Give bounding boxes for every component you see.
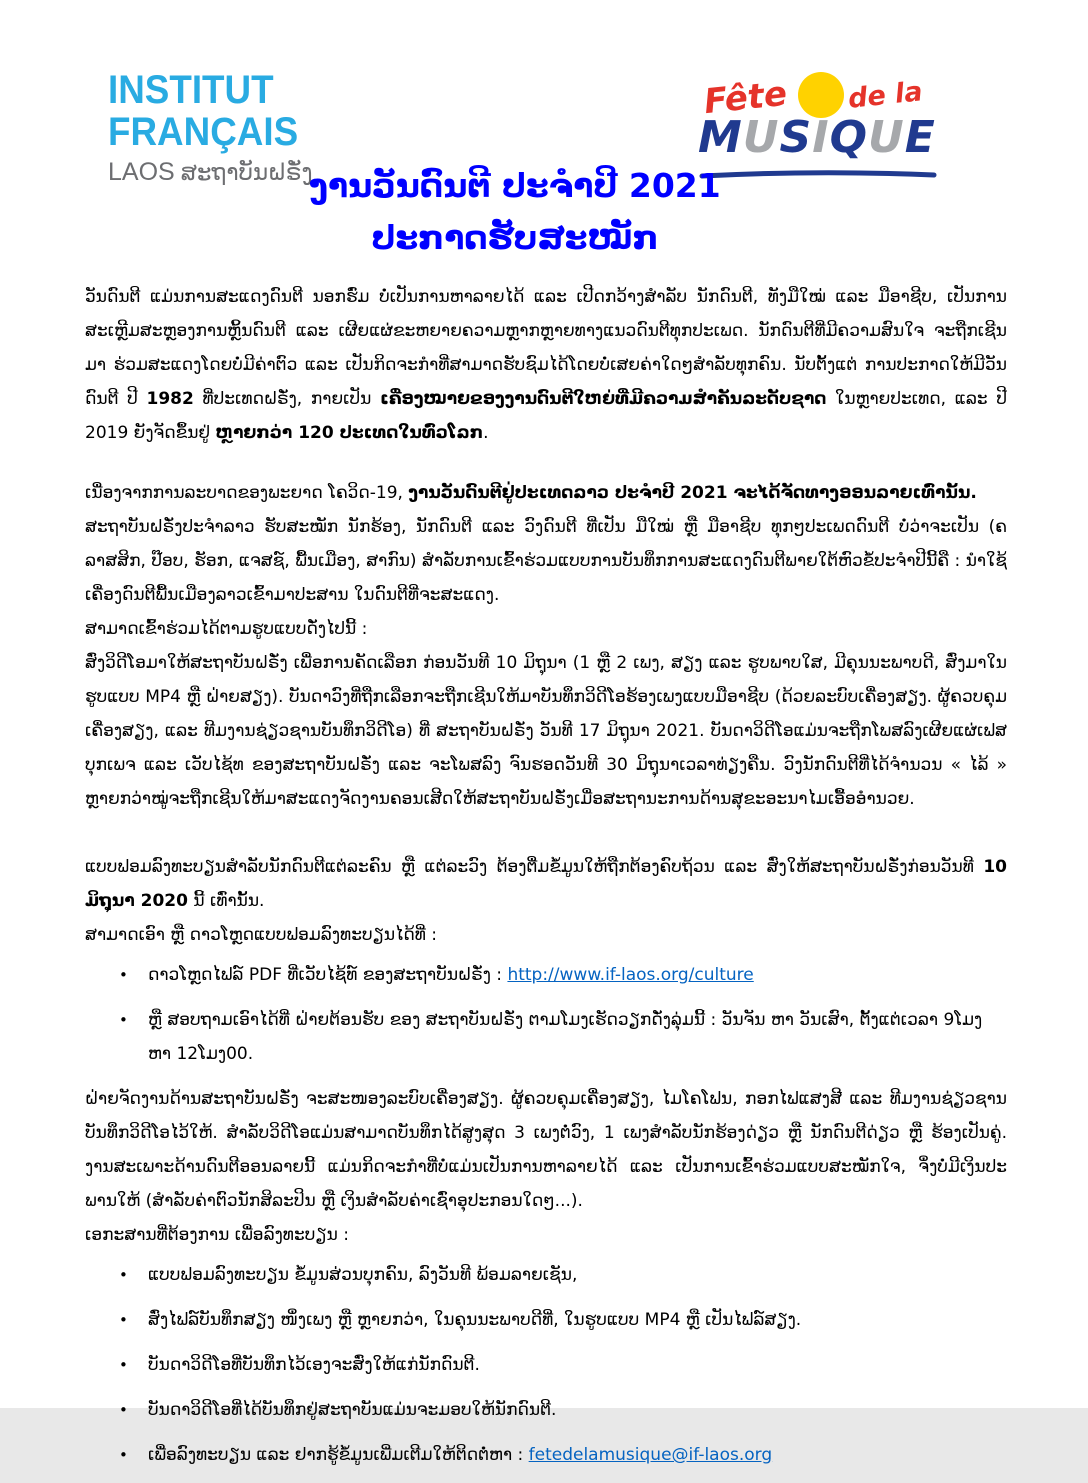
paragraph-text: ແບບຟອມລົງທະບຽນສໍາລັບນັກດົນຕີແຕ່ລະຄົນ ຫຼື ແຕ່ລະວົງ ຕ້ອງຕື່ມຂໍ້ມູນໃຫ້ຖືກຕ້ອງຄົບຖ້ວນ ແລະ ສົ່ງໃຫ້ສະຖາບັນຝຣັ່ງກ່ອນວັນທີ [85,857,984,877]
list-item-text: ເພື່ອລົງທະບຽນ ແລະ ຢາກຮູ້ຂໍ້ມູນເພີ່ມເຕີມໃຫ້ຕິດຕໍ່ຫາ : [148,1445,529,1465]
paragraph-text: . [483,423,489,443]
if-logo-lao-name: ສະຖາບັນຝຣັ່ງ [180,159,313,185]
list-item-text: ບັນດາວິດີໂອທີ່ບັນທຶກໄວ້ເອງຈະສົ່ງໃຫ້ແກ່ນັກດົນຕີ. [148,1355,480,1375]
title-line2: ປະກາດຮັບສະໝັກ [371,218,659,257]
email-link[interactable]: fetedelamusique@if-laos.org [528,1445,773,1465]
list-item-text: ແບບຟອມລົງທະບຽນ ຂໍ້ມູນສ່ວນບຸກຄົນ, ລົງວັນທີ ພ້ອມລາຍເຊັນ, [148,1265,578,1285]
paragraph-registration-deadline [85,850,1007,918]
list-item-download-pdf [85,958,1007,992]
list-item-registration-form [85,1258,1007,1292]
title-line1: ງານວັນດົນຕີ ປະຈໍາປີ 2021 [309,166,721,205]
list-item-contact [85,1438,1007,1472]
bullet-icon: • [119,1266,128,1284]
fdlm-de-la-text: de la [846,76,924,115]
if-logo-line2: FRANÇAIS [108,110,299,154]
list-item-videos-sent [85,1348,1007,1382]
bullet-icon: • [119,1401,128,1419]
culture-website-link[interactable]: http://www.if-laos.org/culture [507,965,754,985]
paragraph-text: ຝ່າຍຈັດງານດ້ານສະຖາບັນຝຣັ່ງ ຈະສະໜອງລະບົບເຄື່ອງສຽງ. ຜູ້ຄວບຄຸມເຄື່ອງສຽງ, ໄມໂຄໂຟນ, ກອກໄຟແສງສີ ແລະ ທີມງານຊ່ຽວຊານບັນທຶກວິດີໂອໄວ້ໃຫ້. ສໍາລັບວິດີໂອແມ່ນສາມາດບັນທຶກໄດ້ສູງສຸດ 3 ເພງຕໍ່ວົງ, 1 ເພງສໍາລັບນັກຮ້ອງດ່ຽວ ຫຼື ນັກດົນຕີດ່ຽວ ຫຼື ຮ້ອງເປັນຄູ່. ງານສະເພາະດ້ານດົນຕີອອນລາຍນີ້ ແມ່ນກິດຈະກຳທີ່ບໍ່ແມ່ນເປັນການຫາລາຍໄດ້ ແລະ ເປັນການເຂົ້າຮ່ວມແບບສະໝັກໃຈ, ຈຶ່ງບໍ່ມີເງິນປະພານໃຫ້ (ສໍາລັບຄ່າຕົວນັກສິລະປິນ ຫຼື ເງິນສໍາລັບຄ່າເຊົ່າອຸປະກອນໃດໆ...). [85,1089,1007,1211]
bold-national-event: ເຄື່ອງໝາຍຂອງງານດົນຕີໃຫຍ່ທີ່ມີຄວາມສໍາຄັນລະດັບຊາດ [380,389,827,409]
paragraph-equipment [85,1082,1007,1218]
fdlm-musique-text [698,112,936,163]
paragraph-text: ສົ່ງວິດີໂອມາໃຫ້ສະຖາບັນຝຣັ່ງ ເພື່ອການຄັດເລືອກ ກ່ອນວັນທີ 10 ມິຖຸນາ (1 ຫຼື 2 ເພງ, ສຽງ ແລະ ຮູບພາບໃສ, ມີຄຸນນະພາບດີ, ສົ່ງມາໃນຮູບແບບ MP4 ຫຼື ຝ່າຍສຽງ). ບັນດາວົງທີ່ຖືກເລືອກຈະຖືກເຊີນໃຫ້ມາບັນທຶກວິດີໂອຮ້ອງເພງແບບມືອາຊີບ (ດ້ວຍລະບົບເຄື່ອງສຽງ. ຜູ້ຄວບຄຸມເຄື່ອງສຽງ, ແລະ ທີມງານຊ່ຽວຊານບັນທຶກວິດີໂອ) ທີ່ ສະຖາບັນຝຣັ່ງ ວັນທີ 17 ມິຖຸນາ 2021. ບັນດາວິດີໂອແມ່ນຈະຖືກໂພສລົງເຜີຍແຜ່ເຟສບຸກເພຈ ແລະ ເວັບໄຊ້ທ ຂອງສະຖາບັນຝຣັ່ງ ແລະ ຈະໂພສລົງ ຈົນຮອດວັນທີ 30 ມິຖຸນາເວລາທ່ຽງຄືນ. ວົງນັກດົນຕີທີ່ໄດ້ຈໍານວນ « ໄລ້ » ຫຼາຍກວ່າໝູ່ຈະຖືກເຊີນໃຫ້ມາສະແດງຈັດງານຄອນເສີດໃຫ້ສະຖາບັນຝຣັ່ງເມື່ອສະຖານະການດ້ານສຸຂະອະນາໄມເອື້ອອໍານວຍ. [85,653,1007,809]
paragraph-text: ໃນຫຼາຍປະເທດ, ແລະ ປີ 2019 ຍັງຈັດຂຶ້ນຢູ່ [85,389,1008,443]
form-sources-list [85,958,1007,1071]
paragraph-text: ທີ່ປະເທດຝຣັ່ງ, ກາຍເປັນ [193,389,381,409]
list-item-text: ສົ່ງໄຟລ໌ບັນທຶກສຽງ ໜຶ່ງເພງ ຫຼື ຫຼາຍກວ່າ, ໃນຄຸນນະພາບດີທີ່, ໃນຮູບແບບ MP4 ຫຼື ເປັນໄຟລ໌ສຽງ. [148,1310,802,1330]
bullet-icon: • [119,1011,128,1029]
fdlm-fete-text: Fête [702,73,789,123]
document-body [85,280,1007,1483]
if-logo-country: LAOS [108,158,175,186]
paragraph-participation-intro [85,612,1007,646]
list-item-videos-given [85,1393,1007,1427]
bold-deadline-date: 10 ມິຖຸນາ 2020 [85,857,1007,911]
required-documents-list [85,1258,1007,1472]
bullet-icon: • [119,1446,128,1464]
paragraph-text: ສາມາດເຂົ້າຮ່ວມໄດ້ຕາມຮູບແບບດັ່ງໄປນີ້ : [85,619,368,639]
paragraph-text: ວັນດົນຕີ ແມ່ນການສະແດງດົນຕີ ນອກຮົ່ມ ບໍ່ເປັນການຫາລາຍໄດ້ ແລະ ເປີດກວ້າງສໍາລັບ ນັກດົນຕີ, ທັງມືໃໝ່ ແລະ ມືອາຊີບ, ເປັນການສະເຫຼີມສະຫຼອງການຫຼິ້ນດົນຕີ ແລະ ເຜີຍແຜ່ຂະຫຍາຍຄວາມຫຼາກຫຼາຍທາງແນວດົນຕີທຸກປະເພດ. ນັກດົນຕີທີ່ມີຄວາມສົນໃຈ ຈະຖືກເຊີນມາ ຮ່ວມສະແດງໂດຍບໍ່ມີຄ່າຕົວ ແລະ ເປັນກິດຈະກຳທີ່ສາມາດຮັບຊົມໄດ້ໂດຍບໍ່ເສຍຄ່າໃດໆສໍາລັບທຸກຄົນ. ນັບຕັ້ງແຕ່ ການປະກາດໃຫ້ມີວັນດົນຕີ ປີ [85,287,1007,409]
list-item-reception [85,1003,1007,1071]
paragraph-text: ນີ້ ເທົ່ານັ້ນ. [187,891,265,911]
list-item-text: ດາວໂຫຼດໄຟລ໌ PDF ທີ່ເວັບໄຊ້ທ໌ ຂອງສະຖາບັນຝຣັ່ງ : [148,965,508,985]
paragraph-text: ສະຖາບັນຝຣັ່ງປະຈໍາລາວ ຮັບສະໝັກ ນັກຮ້ອງ, ນັກດົນຕີ ແລະ ວົງດົນຕີ ທີ່ເປັນ ມືໃໝ່ ຫຼື ມືອາຊີບ ທຸກໆປະເພດດົນຕີ ບໍ່ວ່າຈະເປັນ (ຄລາສສິກ, ປ໊ອບ, ຮັອກ, ແຈສຊ໌, ພື້ນເມືອງ, ສາກົນ) ສໍາລັບການເຂົ້າຮ່ວມແບບການບັນທຶກການສະແດງດົນຕີພາຍໃຕ້ຫົວຂໍ້ປະຈໍາປີນີ້ຄື : ນໍາໃຊ້ເຄື່ອງດົນຕີພື້ນເມືອງລາວເຂົ້າມາປະສານ ໃນດົນຕີທີ່ຈະສະແດງ. [85,517,1007,605]
fdlm-letter: I [812,112,830,163]
bullet-icon: • [119,1356,128,1374]
document-title [85,166,945,257]
fdlm-letter: U [868,112,905,163]
paragraph-text: ເອກະສານທີ່ຕ້ອງການ ເພື່ອລົງທະບຽນ : [85,1225,349,1245]
paragraph-documents-intro [85,1218,1007,1252]
fdlm-letter: S [779,112,813,163]
bold-120-countries: ຫຼາຍກວ່າ 120 ປະເທດໃນທົ່ວໂລກ [215,423,484,443]
paragraph-text: ສາມາດເອົາ ຫຼື ດາວໂຫຼດແບບຟອມລົງທະບຽນໄດ້ທີ່ : [85,925,438,945]
fdlm-letter: M [698,112,743,163]
bullet-icon: • [119,966,128,984]
list-item-text: ຫຼື ສອບຖາມເອົາໄດ້ທີ່ ຝ່າຍຕ້ອນຮັບ ຂອງ ສະຖາບັນຝຣັ່ງ ຕາມໂມງເຮັດວຽກດັ່ງລຸ່ມນີ້ : ວັນຈັນ ຫາ ວັນເສົາ, ຕັ້ງແຕ່ເວລາ 9ໂມງ ຫາ 12ໂມງ00. [148,1010,983,1064]
fdlm-letter: U [742,112,780,163]
paragraph-recruitment [85,510,1007,612]
fdlm-letter: Q [829,112,869,163]
paragraph-video-submission [85,646,1007,816]
paragraph-intro [85,280,1007,450]
bullet-icon: • [119,1311,128,1329]
bold-year-1982: 1982 [146,389,194,409]
list-item-audio-file [85,1303,1007,1337]
bold-online-only: ງານວັນດົນຕີຢູ່ປະເທດລາວ ປະຈໍາປີ 2021 ຈະໄດ້ຈັດທາງອອນລາຍເທົ່ານັ້ນ. [408,483,977,503]
paragraph-text: ເນື່ອງຈາກການລະບາດຂອງພະຍາດ ໂຄວິດ-19, [85,483,409,503]
fdlm-letter: E [904,112,936,163]
paragraph-form-sources-intro [85,918,1007,952]
list-item-text: ບັນດາວິດີໂອທີ່ໄດ້ບັນທຶກຢູ່ສະຖາບັນແມ່ນຈະມອບໃຫ້ນັກດົນຕີ. [148,1400,557,1420]
if-logo-line1: INSTITUT [108,68,274,112]
paragraph-covid [85,476,1007,510]
